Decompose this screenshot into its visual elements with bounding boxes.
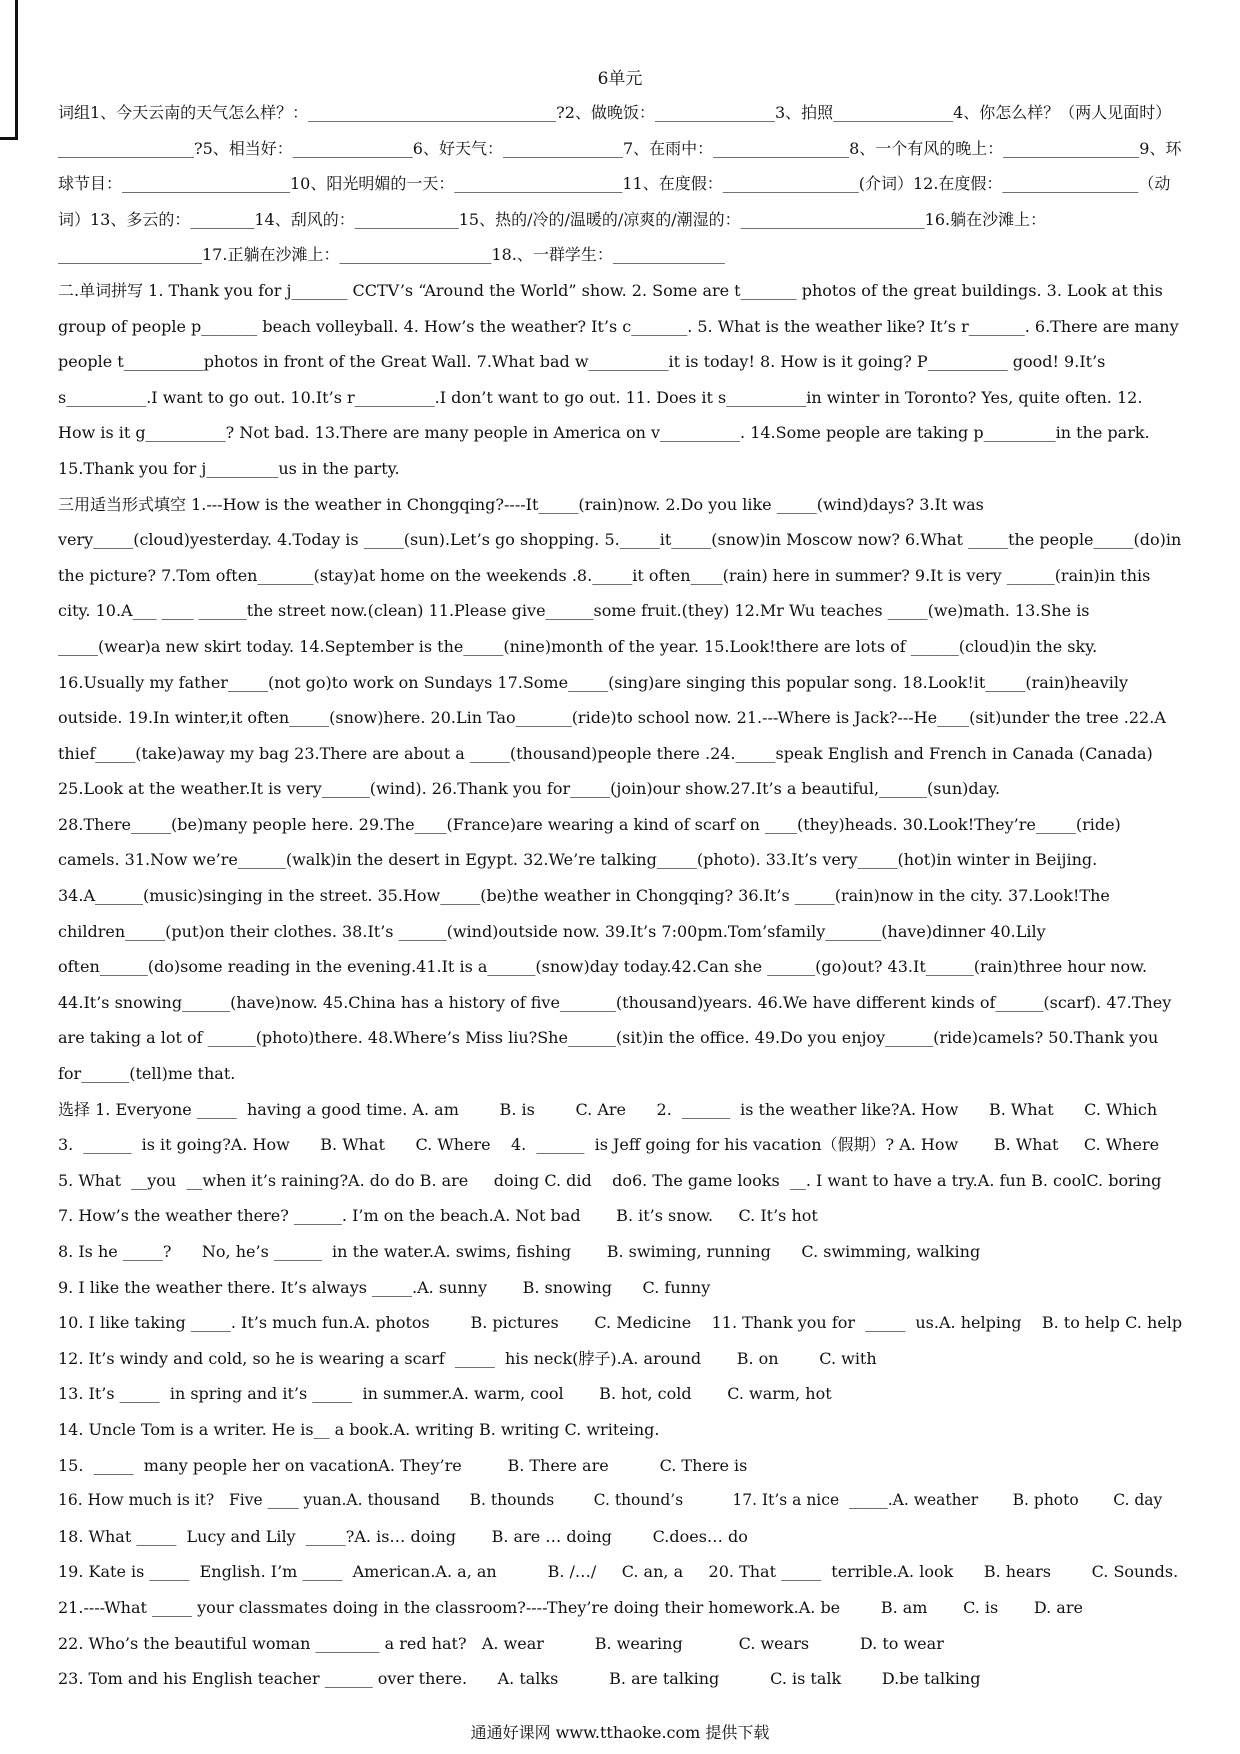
choice-line: 12. It’s windy and cold, so he is wearing a scarf _____ his neck(脖子).A. around B. on C. with — [58, 1348, 877, 1368]
choice-line: 选择 1. Everyone _____ having a good time. A. am B. is C. Are 2. ______ is the weather like?A. How B. What C. Which — [58, 1099, 1158, 1119]
choice-line: 14. Uncle Tom is a writer. He is__ a book.A. writing B. writing C. writeing. — [58, 1419, 660, 1439]
choice-line: 19. Kate is _____ English. I’m _____ American.A. a, an B. /…/ C. an, a 20. That _____ terrible.A. look B. hears C. Sounds. — [58, 1562, 1179, 1582]
page-footer: 通通好课网 www.tthaoke.com 提供下载 — [470, 1723, 770, 1742]
choice-line: 13. It’s _____ in spring and it’s _____ in summer.A. warm, cool B. hot, cold C. warm, hot — [58, 1384, 832, 1404]
choice-section — [58, 1092, 1184, 1697]
choice-line: 15. _____ many people her on vacationA. They’re B. There are C. There is — [58, 1455, 748, 1475]
choice-line: 22. Who’s the beautiful woman ________ a red hat? A. wear B. wearing C. wears D. to wear — [58, 1633, 944, 1653]
choice-line: 7. How’s the weather there? ______. I’m on the beach.A. Not bad B. it’s snow. C. It’s hot — [58, 1206, 818, 1226]
choice-line: 10. I like taking _____. It’s much fun.A. photos B. pictures C. Medicine 11. Thank you for _____ us.A. helping B. to help C. help — [58, 1313, 1183, 1333]
fill-section: 三用适当形式填空 1.---How is the weather in Chongqing?----It_____(rain)now. 2.Do you like _____(wind)days? 3.It was very_____(cloud)yesterday. 4.Today is _____(sun).Let’s go shopping. 5._____it_____(snow)in Moscow now? 6.What _____the people_____(do)in the picture? 7.Tom often_______(stay)at home on the weekends .8._____it often____(rain) here in summer? 9.It is very ______(rain)in this city. 10.A___ ____ ______the street now.(clean) 11.Please give______some fruit.(they) 12.Mr Wu teaches _____(we)math. 13.She is _____(wear)a new skirt today. 14.September is the_____(nine)month of the year. 15.Look!there are lots of ______(cloud)in the sky. 16.Usually my father_____(not go)to work on Sundays 17.Some_____(sing)are singing this popular song. 18.Look!it_____(rain)heavily outside. 19.In winter,it often_____(snow)here. 20.Lin Tao_______(ride)to school now. 21.---Where is Jack?---He____(sit)under the tree .22.A thief_____(take)away my bag 23.There are about a _____(thousand)people there .24._____speak English and French in Canada (Canada) 25.Look at the weather.It is very______(wind). 26.Thank you for_____(join)our show.27.It’s a beautiful,______(sun)day. 28.There_____(be)many people here. 29.The____(France)are wearing a kind of scarf on ____(they)heads. 30.Look!They’re_____(ride) camels. 31.Now we’re______(walk)in the desert in Egypt. 32.We’re talking_____(photo). 33.It’s very_____(hot)in winter in Beijing. 34.A______(music)singing in the street. 35.How_____(be)the weather in Chongqing? 36.It’s _____(rain)now in the city. 37.Look!The children_____(put)on their clothes. 38.It’s ______(wind)outside now. 39.It’s 7:00pm.Tom’sfamily_______(have)dinner 40.Lily often______(do)some reading in the evening.41.It is a______(snow)day today.42.Can she ______(go)out? 43.It______(rain)three hour now. 44.It’s snowing______(have)now. 45.China has a history of five_______(thousand)years. 46.We have different kinds of______(scarf). 47.They are taking a lot of ______(photo)there. 48.Where’s Miss liu?She______(sit)in the office. 49.Do you enjoy______(ride)camels? 50.Thank you for______(tell)me that. — [58, 494, 1182, 1084]
choice-line: 8. Is he _____? No, he’s ______ in the water.A. swims, fishing B. swiming, running C. swimming, walking — [58, 1242, 981, 1261]
choice-line: 5. What __you __when it’s raining?A. do do B. are doing C. did do6. The game looks __. I want to have a try.A. fun B. coolC. boring — [58, 1170, 1162, 1190]
choice-line: 9. I like the weather there. It’s always _____.A. sunny B. snowing C. funny — [58, 1277, 711, 1297]
worksheet-body — [58, 95, 1184, 1697]
spelling-section: 二.单词拼写 1. Thank you for j_______ CCTV’s “Around the World” show. 2. Some are t_______ photos of the great buildings. 3. Look at this group of people p_______ beach volleyball. 4. How’s the weather? It’s c_______. 5. What is the weather like? It’s r_______. 6.There are many people t__________photos in front of the Great Wall. 7.What bad w__________it is today! 8. How is it going? P__________ good! 9.It’s s__________.I want to go out. 10.It’s r__________.I don’t want to go out. 11. Does it s__________in winter in Toronto? Yes, quite often. 12. How is it g__________? Not bad. 13.There are many people in America on v__________. 14.Some people are taking p_________in the park. 15.Thank you for j_________us in the party. — [58, 280, 1179, 478]
choice-line: 23. Tom and his English teacher ______ over there. A. talks B. are talking C. is talk D.be talking — [58, 1669, 981, 1689]
choice-line: 21.----What _____ your classmates doing in the classroom?----They’re doing their homework.A. be B. am C. is D. are — [58, 1597, 1083, 1617]
choice-line: 18. What _____ Lucy and Lily _____?A. is… doing B. are … doing C.does… do — [58, 1526, 748, 1546]
choice-line: 3. ______ is it going?A. How B. What C. Where 4. ______ is Jeff going for his vacation（假期）? A. How B. What C. Where — [58, 1135, 1160, 1155]
page-title: 6单元 — [597, 69, 643, 89]
choice-line: 16. How much is it? Five ____ yuan.A. thousand B. thounds C. thound’s 17. It’s a nice _____.A. weather B. photo C. day — [58, 1491, 1163, 1510]
phrases-section: 词组1、今天云南的天气怎么样？：_______________________________?2、做晚饭：_______________3、拍照_______________4、你怎么样？（两人见面时）_________________?5、相当好：_______________6、好天气：_______________7、在雨中：_________________8、一个有风的晚上：_________________9、环球节目：_____________________10、阳光明媚的一天：_____________________11、在度假：_________________(介词）12.在度假：_________________（动词）13、多云的：________14、刮风的：_____________15、热的/冷的/温暖的/凉爽的/潮湿的：_______________________16.躺在沙滩上：__________________17.正躺在沙滩上：___________________18.、一群学生：______________ — [58, 103, 1182, 265]
